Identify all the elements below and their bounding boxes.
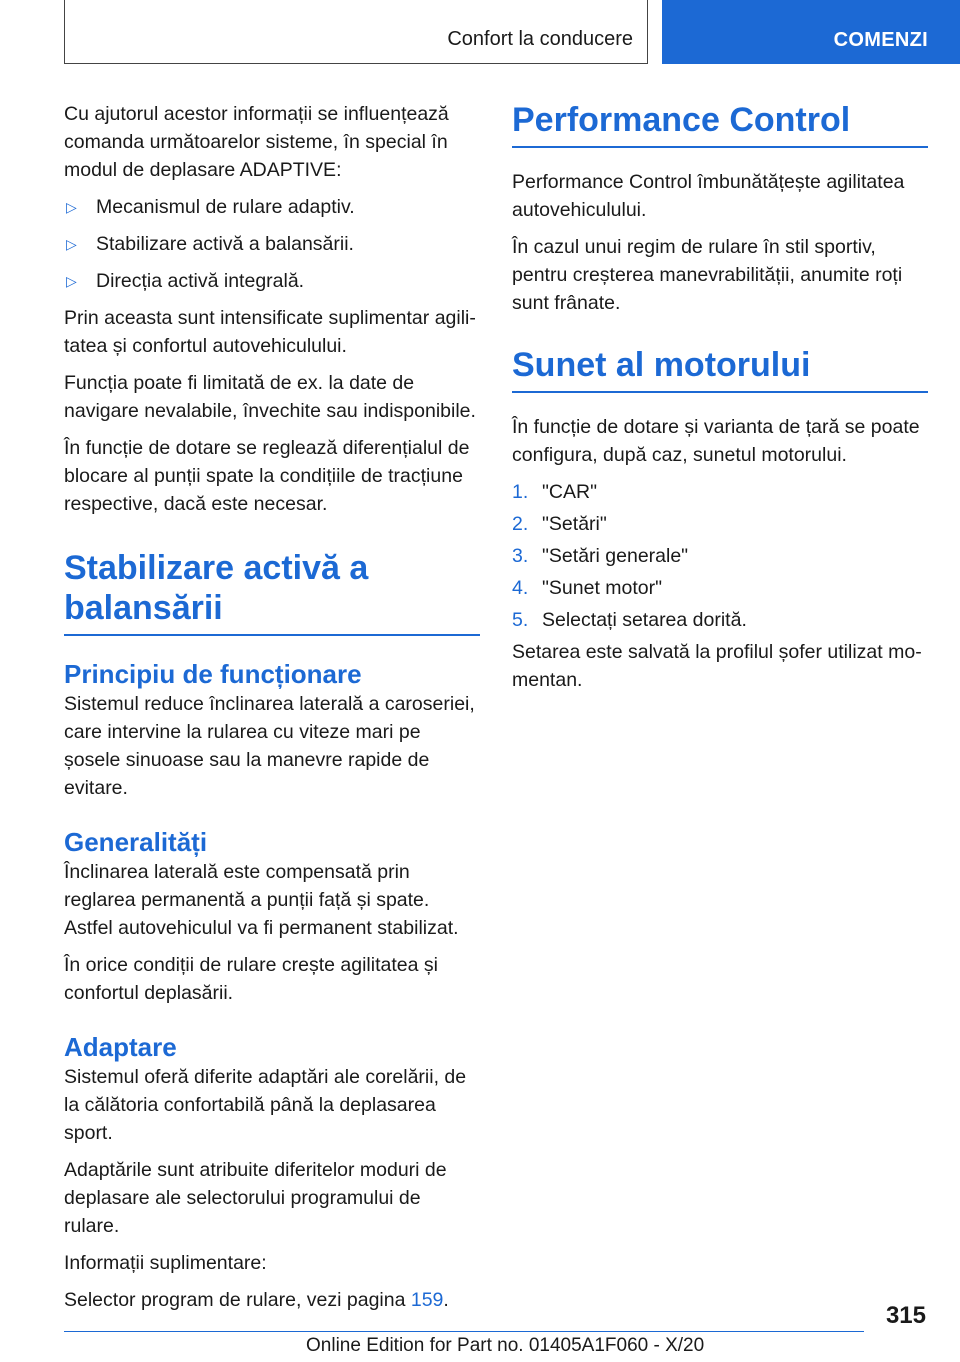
paragraph: În funcție de dotare și varianta de țară se poate configura, după caz, sunetul motorului.: [512, 416, 920, 466]
heading-principle: Principiu de funcționare: [64, 659, 362, 689]
step-number: 3.: [512, 545, 529, 567]
paragraph: Performance Control îmbunătățește agilitatea autovehiculului.: [512, 171, 905, 221]
list-item: [512, 606, 928, 634]
footer-edition: Online Edition for Part no. 01405A1F060 - X/20: [306, 1335, 705, 1356]
step-number: 2.: [512, 513, 529, 535]
triangle-bullet-icon: ▷: [66, 199, 77, 215]
paragraph: Funcția poate fi limitată de ex. la date de navigare nevalabile, învechite sau indisponibile.: [64, 372, 476, 422]
cross-reference: Selector program de rulare, vezi pagina 159.: [64, 1289, 449, 1311]
triangle-bullet-icon: ▷: [66, 273, 77, 289]
list-item: [64, 193, 480, 221]
paragraph: Înclinarea laterală este compensată prin reglarea permanentă a punții față și spate. Astfel autovehiculul va fi permanent stabilizat.: [64, 861, 459, 939]
bullet-text: Mecanismul de rulare adaptiv.: [96, 196, 355, 218]
list-item: [64, 230, 480, 258]
list-item: [512, 510, 928, 538]
paragraph: Setarea este salvată la profilul șofer utilizat momentan.: [512, 641, 922, 691]
header-chapter-title: COMENZI: [833, 29, 928, 51]
footer-divider: [64, 1331, 864, 1332]
heading-performance-control: Performance Control: [512, 100, 928, 148]
paragraph: În cazul unui regim de rulare în stil sportiv, pentru creșterea manevrabilității, anumite roți sunt frânate.: [512, 236, 903, 314]
step-text: "Setări generale": [542, 545, 689, 567]
page-link[interactable]: 159: [410, 1289, 444, 1311]
heading-engine-sound: Sunet al motorului: [512, 345, 928, 393]
paragraph: Sistemul reduce înclinarea laterală a caroseriei, care intervine la rularea cu viteze mari pe șosele sinuoase sau la manevre rapide de evitare.: [64, 693, 475, 799]
list-item: [512, 542, 928, 570]
reference-text: Selector program de rulare, vezi pagina: [64, 1289, 411, 1311]
bullet-text: Stabilizare activă a balansării.: [96, 233, 354, 255]
paragraph: În orice condiții de rulare crește agilitatea și confortul deplasării.: [64, 954, 438, 1004]
page-number: 315: [885, 1302, 926, 1329]
header-chapter-tab[interactable]: [662, 0, 960, 64]
step-number: 4.: [512, 577, 529, 599]
right-column: [512, 100, 928, 703]
step-text: "Setări": [542, 513, 607, 535]
step-number: 5.: [512, 609, 529, 631]
bullet-text: Direcția activă integrală.: [96, 270, 305, 292]
triangle-bullet-icon: ▷: [66, 236, 77, 252]
paragraph: În funcție de dotare se reglează diferențialul de blocare al punții spate la condițiile de tracțiune respective, dacă este necesar.: [64, 437, 470, 515]
step-text: "Sunet motor": [542, 577, 663, 599]
paragraph: Sistemul oferă diferite adaptări ale corelării, de la călătoria confortabilă până la deplasarea sport.: [64, 1066, 467, 1144]
step-text: Selectați setarea dorită.: [542, 609, 747, 631]
header-section-box: [64, 0, 648, 64]
list-item: [512, 478, 928, 506]
heading-adaptation: Adaptare: [64, 1032, 177, 1062]
header-section-title: Confort la conducere: [447, 28, 633, 50]
intro-paragraph: Cu ajutorul acestor informații se influențează comanda următoarelor sisteme, în special în modul de deplasare ADAPTIVE:: [64, 103, 449, 181]
heading-active-roll-stabilization: Stabilizare activă a balansării: [64, 548, 480, 636]
heading-general: Generalități: [64, 827, 208, 857]
left-column: [64, 100, 480, 1323]
list-item: [512, 574, 928, 602]
step-number: 1.: [512, 481, 529, 503]
paragraph: Adaptările sunt atribuite diferitelor moduri de deplasare ale selectorului programului de rulare.: [64, 1159, 447, 1237]
list-item: [64, 267, 480, 295]
paragraph: Informații suplimentare:: [64, 1252, 267, 1274]
step-text: "CAR": [542, 481, 598, 503]
paragraph: Prin aceasta sunt intensificate suplimentar agilitatea și confortul autovehiculului.: [64, 307, 476, 357]
